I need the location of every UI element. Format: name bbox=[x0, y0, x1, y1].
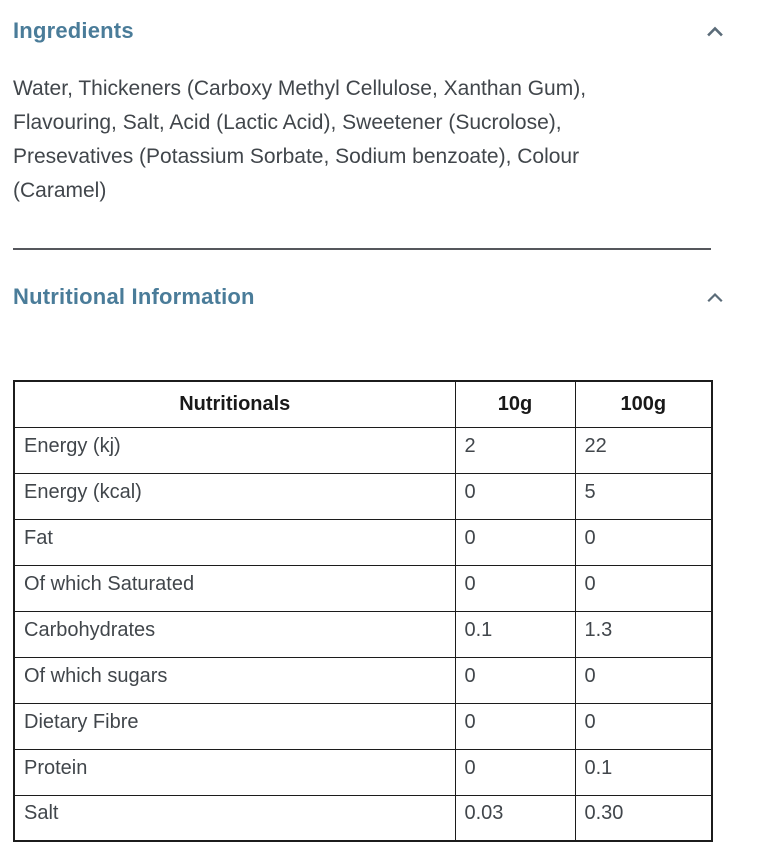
nutrition-table-row bbox=[14, 519, 712, 565]
value-10g-cell: 0 bbox=[455, 749, 575, 795]
nutrition-table-header-10g: 10g bbox=[455, 381, 575, 427]
nutrition-table-row bbox=[14, 611, 712, 657]
value-100g-cell: 0.1 bbox=[575, 749, 712, 795]
nutrition-table-row bbox=[14, 795, 712, 841]
nutrition-table-row bbox=[14, 749, 712, 795]
nutrition-table-row bbox=[14, 473, 712, 519]
value-10g-cell: 0 bbox=[455, 657, 575, 703]
nutrient-label-cell: Salt bbox=[14, 795, 455, 841]
value-100g-cell: 5 bbox=[575, 473, 712, 519]
value-10g-cell: 0.1 bbox=[455, 611, 575, 657]
ingredients-section bbox=[13, 16, 711, 208]
nutrient-label-cell: Carbohydrates bbox=[14, 611, 455, 657]
value-100g-cell: 0 bbox=[575, 519, 712, 565]
value-10g-cell: 2 bbox=[455, 427, 575, 473]
nutrient-label-cell: Protein bbox=[14, 749, 455, 795]
value-100g-cell: 0 bbox=[575, 657, 712, 703]
nutrition-table bbox=[13, 380, 713, 842]
chevron-up-icon[interactable] bbox=[707, 289, 723, 305]
value-10g-cell: 0 bbox=[455, 473, 575, 519]
nutrition-table-row bbox=[14, 427, 712, 473]
nutrient-label-cell: Of which sugars bbox=[14, 657, 455, 703]
value-100g-cell: 1.3 bbox=[575, 611, 712, 657]
nutritional-information-section bbox=[13, 282, 711, 842]
nutrient-label-cell: Of which Saturated bbox=[14, 565, 455, 611]
nutrient-label-cell: Dietary Fibre bbox=[14, 703, 455, 749]
value-100g-cell: 0 bbox=[575, 703, 712, 749]
value-100g-cell: 22 bbox=[575, 427, 712, 473]
nutrition-table-row bbox=[14, 703, 712, 749]
nutrition-table-header-row bbox=[14, 381, 712, 427]
section-divider bbox=[13, 248, 711, 250]
value-10g-cell: 0 bbox=[455, 703, 575, 749]
value-10g-cell: 0 bbox=[455, 565, 575, 611]
ingredients-title: Ingredients bbox=[13, 18, 134, 43]
value-10g-cell: 0 bbox=[455, 519, 575, 565]
nutrient-label-cell: Fat bbox=[14, 519, 455, 565]
nutrition-table-header-nutritionals: Nutritionals bbox=[14, 381, 455, 427]
chevron-up-icon[interactable] bbox=[707, 23, 723, 39]
nutrition-table-row bbox=[14, 657, 712, 703]
value-10g-cell: 0.03 bbox=[455, 795, 575, 841]
nutritional-information-section-header[interactable] bbox=[13, 282, 711, 312]
nutrition-table-body bbox=[14, 427, 712, 841]
value-100g-cell: 0 bbox=[575, 565, 712, 611]
ingredients-section-header[interactable] bbox=[13, 16, 711, 46]
nutrition-table-header-100g: 100g bbox=[575, 381, 712, 427]
nutrient-label-cell: Energy (kcal) bbox=[14, 473, 455, 519]
nutrition-table-row bbox=[14, 565, 712, 611]
nutrient-label-cell: Energy (kj) bbox=[14, 427, 455, 473]
nutritional-information-title: Nutritional Information bbox=[13, 284, 255, 309]
value-100g-cell: 0.30 bbox=[575, 795, 712, 841]
ingredients-text: Water, Thickeners (Carboxy Methyl Cellulose, Xanthan Gum), Flavouring, Salt, Acid (Lactic Acid), Sweetener (Sucrolose), Presevatives (Potassium Sorbate, Sodium benzoate), Colour (Caramel) bbox=[13, 77, 587, 202]
